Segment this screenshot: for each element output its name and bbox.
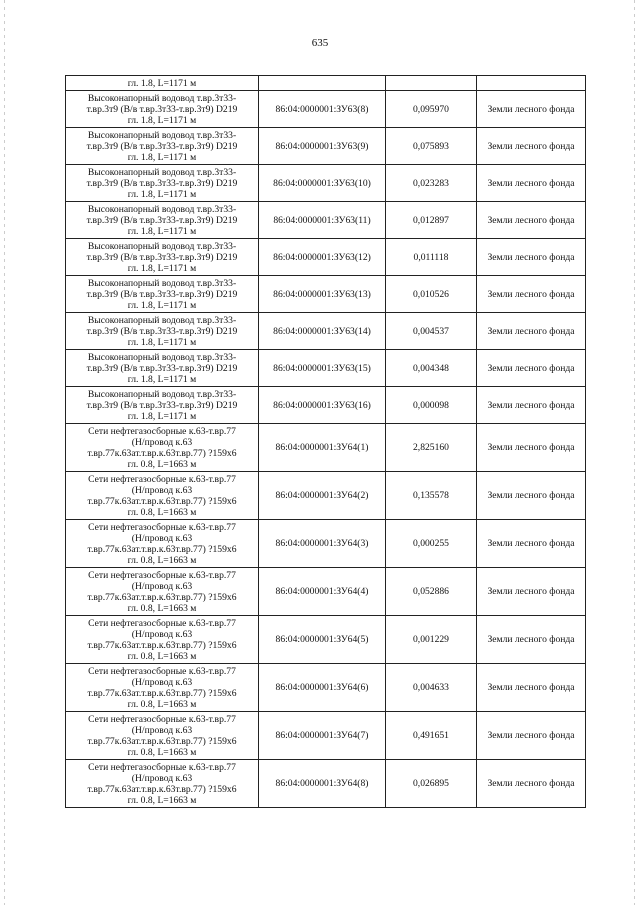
object-cell (66, 76, 259, 91)
land-category-cell: Земли лесного фонда (477, 165, 586, 202)
object-cell (66, 712, 259, 760)
cadastral-number-cell: 86:04:0000001:ЗУ64(1) (259, 424, 386, 472)
object-cell (66, 91, 259, 128)
object-line: (Н/провод к.63 (131, 628, 193, 640)
object-line: (Н/провод к.63 (131, 532, 193, 544)
object-line: т.вр.3т9 (В/в т.вр.3т33-т.вр.3т9) D219 (86, 214, 238, 226)
cadastral-number-cell: 86:04:0000001:ЗУ64(7) (259, 712, 386, 760)
cadastral-number-cell: 86:04:0000001:ЗУ63(8) (259, 91, 386, 128)
object-cell (66, 760, 259, 808)
land-category-cell: Земли лесного фонда (477, 202, 586, 239)
land-category-cell: Земли лесного фонда (477, 276, 586, 313)
object-cell (66, 520, 259, 568)
object-cell (66, 128, 259, 165)
area-cell: 0,052886 (386, 568, 477, 616)
object-line: т.вр.3т9 (В/в т.вр.3т33-т.вр.3т9) D219 (86, 177, 238, 189)
object-line: гл. 0.8, L=1663 м (127, 506, 197, 518)
table-row (66, 128, 586, 165)
object-line: т.вр.3т9 (В/в т.вр.3т33-т.вр.3т9) D219 (86, 140, 238, 152)
object-cell (66, 350, 259, 387)
object-line: Сети нефтегазосборные к.63-т.вр.77 (88, 473, 236, 485)
object-line: Сети нефтегазосборные к.63-т.вр.77 (88, 569, 236, 581)
object-cell (66, 387, 259, 424)
area-cell: 2,825160 (386, 424, 477, 472)
object-cell (66, 568, 259, 616)
object-line: гл. 1.8, L=1171 м (127, 225, 197, 237)
land-category-cell: Земли лесного фонда (477, 616, 586, 664)
area-cell: 0,004633 (386, 664, 477, 712)
area-cell: 0,491651 (386, 712, 477, 760)
object-line: Высоконапорный водовод т.вр.3т33- (87, 314, 237, 326)
land-category-cell: Земли лесного фонда (477, 472, 586, 520)
object-line: т.вр.3т9 (В/в т.вр.3т33-т.вр.3т9) D219 (86, 288, 238, 300)
object-line: гл. 0.8, L=1663 м (127, 794, 197, 806)
object-line: гл. 1.8, L=1171 м (127, 299, 197, 311)
object-line: Сети нефтегазосборные к.63-т.вр.77 (88, 617, 236, 629)
table-row (66, 202, 586, 239)
object-line: гл. 0.8, L=1663 м (127, 698, 197, 710)
object-line: гл. 1.8, L=1171 м (127, 373, 197, 385)
area-cell: 0,075893 (386, 128, 477, 165)
table-row (66, 760, 586, 808)
object-line: гл. 1.8, L=1171 м (127, 77, 197, 89)
object-line: гл. 0.8, L=1663 м (127, 554, 197, 566)
scan-edge-left (4, 0, 5, 905)
object-cell (66, 472, 259, 520)
area-cell: 0,010526 (386, 276, 477, 313)
object-line: (Н/провод к.63 (131, 484, 193, 496)
object-cell (66, 276, 259, 313)
object-line: Высоконапорный водовод т.вр.3т33- (87, 277, 237, 289)
table-row (66, 520, 586, 568)
land-category-cell: Земли лесного фонда (477, 664, 586, 712)
object-line: гл. 1.8, L=1171 м (127, 410, 197, 422)
object-line: (Н/провод к.63 (131, 772, 193, 784)
object-line: т.вр.77к.63ат.т.вр.к.63т.вр.77) ?159х6 (87, 591, 237, 603)
land-category-cell (477, 76, 586, 91)
object-line: Высоконапорный водовод т.вр.3т33- (87, 129, 237, 141)
land-category-cell: Земли лесного фонда (477, 568, 586, 616)
land-category-cell: Земли лесного фонда (477, 712, 586, 760)
table-row (66, 387, 586, 424)
object-line: Высоконапорный водовод т.вр.3т33- (87, 351, 237, 363)
object-line: т.вр.77к.63ат.т.вр.к.63т.вр.77) ?159х6 (87, 783, 237, 795)
cadastral-number-cell: 86:04:0000001:ЗУ63(14) (259, 313, 386, 350)
object-cell (66, 424, 259, 472)
land-category-cell: Земли лесного фонда (477, 387, 586, 424)
object-line: гл. 1.8, L=1171 м (127, 188, 197, 200)
object-line: (Н/провод к.63 (131, 436, 193, 448)
cadastral-number-cell: 86:04:0000001:ЗУ63(15) (259, 350, 386, 387)
table-row (66, 91, 586, 128)
land-category-cell: Земли лесного фонда (477, 91, 586, 128)
cadastral-number-cell: 86:04:0000001:ЗУ64(5) (259, 616, 386, 664)
cadastral-number-cell: 86:04:0000001:ЗУ64(6) (259, 664, 386, 712)
object-line: т.вр.3т9 (В/в т.вр.3т33-т.вр.3т9) D219 (86, 251, 238, 263)
table-row (66, 239, 586, 276)
area-cell: 0,001229 (386, 616, 477, 664)
cadastral-number-cell: 86:04:0000001:ЗУ63(9) (259, 128, 386, 165)
area-cell: 0,012897 (386, 202, 477, 239)
table-row (66, 350, 586, 387)
cadastral-number-cell: 86:04:0000001:ЗУ63(13) (259, 276, 386, 313)
object-cell (66, 202, 259, 239)
object-line: т.вр.3т9 (В/в т.вр.3т33-т.вр.3т9) D219 (86, 399, 238, 411)
object-line: гл. 1.8, L=1171 м (127, 336, 197, 348)
object-line: гл. 1.8, L=1171 м (127, 114, 197, 126)
table-row (66, 276, 586, 313)
object-line: т.вр.77к.63ат.т.вр.к.63т.вр.77) ?159х6 (87, 495, 237, 507)
cadastral-number-cell: 86:04:0000001:ЗУ63(10) (259, 165, 386, 202)
object-line: Высоконапорный водовод т.вр.3т33- (87, 203, 237, 215)
table-row (66, 616, 586, 664)
area-cell: 0,023283 (386, 165, 477, 202)
object-line: Высоконапорный водовод т.вр.3т33- (87, 388, 237, 400)
land-category-cell: Земли лесного фонда (477, 760, 586, 808)
table-row (66, 313, 586, 350)
land-category-cell: Земли лесного фонда (477, 424, 586, 472)
cadastral-number-cell: 86:04:0000001:ЗУ64(3) (259, 520, 386, 568)
table-row (66, 472, 586, 520)
object-line: т.вр.77к.63ат.т.вр.к.63т.вр.77) ?159х6 (87, 735, 237, 747)
cadastral-number-cell: 86:04:0000001:ЗУ63(11) (259, 202, 386, 239)
land-category-cell: Земли лесного фонда (477, 128, 586, 165)
cadastral-number-cell: 86:04:0000001:ЗУ63(12) (259, 239, 386, 276)
cadastral-number-cell: 86:04:0000001:ЗУ64(2) (259, 472, 386, 520)
object-line: гл. 1.8, L=1171 м (127, 151, 197, 163)
table-row-continued (66, 76, 586, 91)
land-category-cell: Земли лесного фонда (477, 313, 586, 350)
object-line: Сети нефтегазосборные к.63-т.вр.77 (88, 665, 236, 677)
area-cell: 0,026895 (386, 760, 477, 808)
object-line: Сети нефтегазосборные к.63-т.вр.77 (88, 713, 236, 725)
area-cell: 0,135578 (386, 472, 477, 520)
table-row (66, 165, 586, 202)
object-line: (Н/провод к.63 (131, 724, 193, 736)
object-line: гл. 1.8, L=1171 м (127, 262, 197, 274)
object-cell (66, 239, 259, 276)
land-plot-table-body (66, 76, 586, 808)
object-cell (66, 313, 259, 350)
object-line: Высоконапорный водовод т.вр.3т33- (87, 92, 237, 104)
cadastral-number-cell: 86:04:0000001:ЗУ63(16) (259, 387, 386, 424)
object-line: т.вр.77к.63ат.т.вр.к.63т.вр.77) ?159х6 (87, 687, 237, 699)
area-cell: 0,004537 (386, 313, 477, 350)
object-line: т.вр.77к.63ат.т.вр.к.63т.вр.77) ?159х6 (87, 447, 237, 459)
object-line: (Н/провод к.63 (131, 676, 193, 688)
object-line: т.вр.3т9 (В/в т.вр.3т33-т.вр.3т9) D219 (86, 362, 238, 374)
object-cell (66, 664, 259, 712)
object-line: т.вр.77к.63ат.т.вр.к.63т.вр.77) ?159х6 (87, 543, 237, 555)
object-line: т.вр.77к.63ат.т.вр.к.63т.вр.77) ?159х6 (87, 639, 237, 651)
object-line: Сети нефтегазосборные к.63-т.вр.77 (88, 425, 236, 437)
object-line: гл. 0.8, L=1663 м (127, 746, 197, 758)
scan-edge-right (634, 0, 635, 905)
cadastral-number-cell: 86:04:0000001:ЗУ64(4) (259, 568, 386, 616)
object-line: т.вр.3т9 (В/в т.вр.3т33-т.вр.3т9) D219 (86, 325, 238, 337)
table-row (66, 712, 586, 760)
page-number: 635 (311, 37, 329, 49)
object-line: Сети нефтегазосборные к.63-т.вр.77 (88, 521, 236, 533)
table-row (66, 664, 586, 712)
land-category-cell: Земли лесного фонда (477, 239, 586, 276)
land-plot-table (65, 75, 586, 808)
area-cell: 0,000098 (386, 387, 477, 424)
object-cell (66, 616, 259, 664)
object-cell (66, 165, 259, 202)
cadastral-number-cell (259, 76, 386, 91)
table-row (66, 424, 586, 472)
area-cell: 0,095970 (386, 91, 477, 128)
object-line: т.вр.3т9 (В/в т.вр.3т33-т.вр.3т9) D219 (86, 103, 238, 115)
area-cell: 0,000255 (386, 520, 477, 568)
area-cell: 0,004348 (386, 350, 477, 387)
land-category-cell: Земли лесного фонда (477, 350, 586, 387)
object-line: гл. 0.8, L=1663 м (127, 602, 197, 614)
object-line: Высоконапорный водовод т.вр.3т33- (87, 240, 237, 252)
object-line: гл. 0.8, L=1663 м (127, 650, 197, 662)
object-line: Высоконапорный водовод т.вр.3т33- (87, 166, 237, 178)
object-line: гл. 0.8, L=1663 м (127, 458, 197, 470)
cadastral-number-cell: 86:04:0000001:ЗУ64(8) (259, 760, 386, 808)
area-cell (386, 76, 477, 91)
area-cell: 0,011118 (386, 239, 477, 276)
table-row (66, 568, 586, 616)
object-line: (Н/провод к.63 (131, 580, 193, 592)
land-category-cell: Земли лесного фонда (477, 520, 586, 568)
object-line: Сети нефтегазосборные к.63-т.вр.77 (88, 761, 236, 773)
